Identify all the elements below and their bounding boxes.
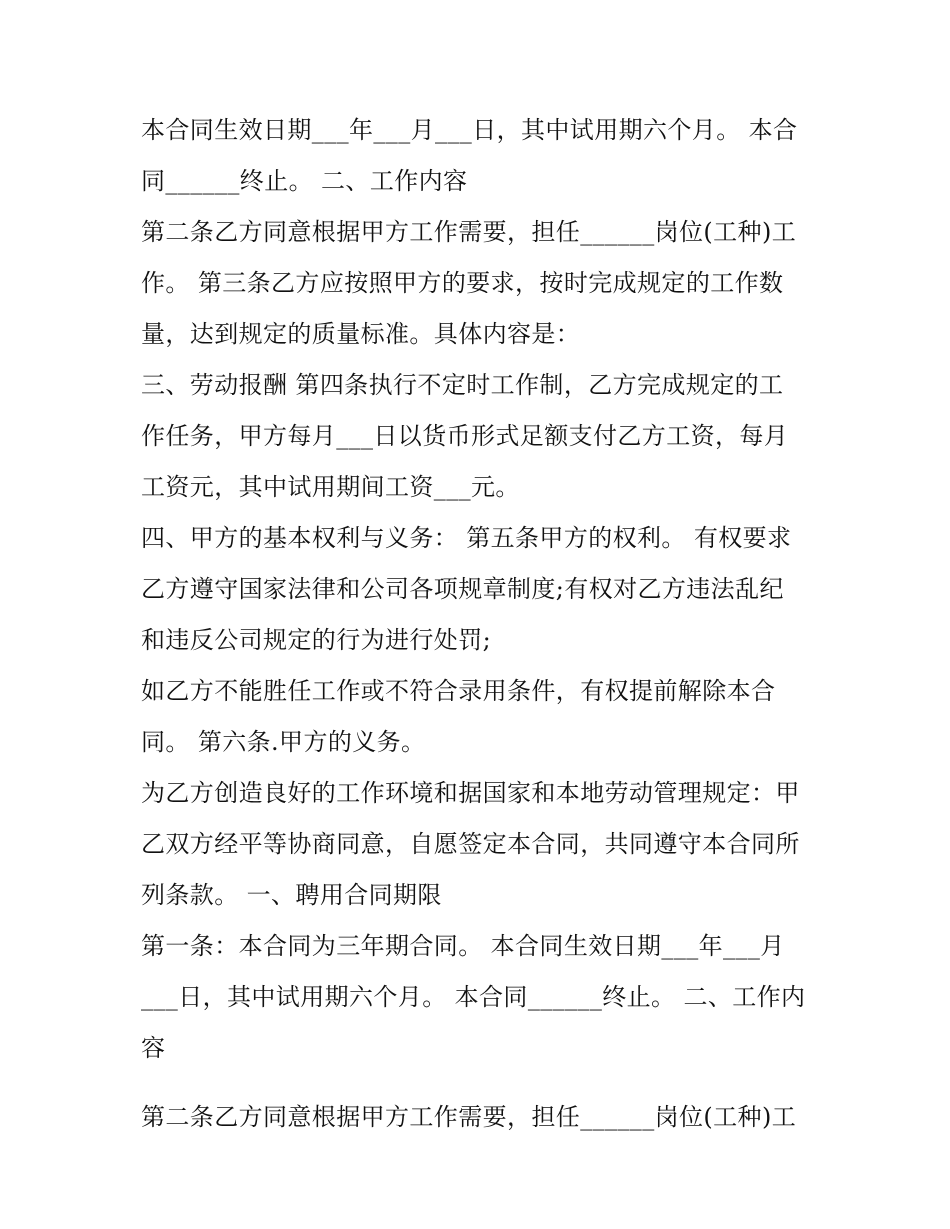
text-line: 量，达到规定的质量标准。具体内容是： (141, 320, 581, 348)
text-line: 列条款。 一、聘用合同期限 (141, 881, 442, 909)
text-line: 工资元，其中试用期间工资___元。 (141, 473, 520, 501)
text-line: 同______终止。 二、工作内容 (141, 167, 468, 195)
text-line: 作。 第三条乙方应按照甲方的要求，按时完成规定的工作数 (141, 269, 784, 297)
text-line: 为乙方创造良好的工作环境和据国家和本地劳动管理规定：甲 (141, 779, 800, 807)
text-line: 第一条：本合同为三年期合同。 本合同生效日期___年___月 (141, 932, 785, 960)
text-line: 第二条乙方同意根据甲方工作需要，担任______岗位(工种)工 (141, 1103, 797, 1131)
text-line: 本合同生效日期___年___月___日，其中试用期六个月。 本合 (141, 116, 798, 144)
text-line: 乙方遵守国家法律和公司各项规章制度;有权对乙方违法乱纪 (141, 575, 784, 603)
text-line: 如乙方不能胜任工作或不符合录用条件，有权提前解除本合 (141, 677, 776, 705)
text-line: 乙双方经平等协商同意，自愿签定本合同，共同遵守本合同所 (141, 830, 800, 858)
text-line: 和违反公司规定的行为进行处罚; (141, 626, 492, 654)
text-line: ___日，其中试用期六个月。 本合同______终止。 二、工作内 (141, 983, 806, 1011)
text-line: 第二条乙方同意根据甲方工作需要，担任______岗位(工种)工 (141, 218, 797, 246)
text-line: 四、甲方的基本权利与义务： 第五条甲方的权利。 有权要求 (141, 524, 792, 552)
text-line: 容 (141, 1034, 166, 1062)
text-line: 作任务，甲方每月___日以货币形式足额支付乙方工资，每月 (141, 422, 789, 450)
text-line: 三、劳动报酬 第四条执行不定时工作制，乙方完成规定的工 (141, 371, 784, 399)
text-line: 同。 第六条.甲方的义务。 (141, 728, 426, 756)
